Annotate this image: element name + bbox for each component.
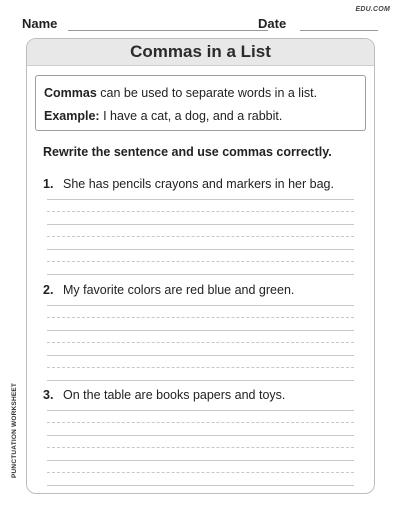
date-write-line[interactable]	[300, 30, 378, 31]
answer-line-guide	[47, 236, 354, 237]
side-label: PUNCTUATION WORKSHEET	[11, 382, 18, 478]
question-text: My favorite colors are red blue and green.	[63, 283, 295, 297]
answer-line[interactable]	[47, 249, 354, 250]
worksheet-title: Commas in a List	[27, 39, 374, 66]
question-number: 3.	[43, 388, 54, 402]
question-1	[43, 177, 334, 191]
answer-line-guide	[47, 261, 354, 262]
answer-line[interactable]	[47, 380, 354, 381]
answer-line-guide	[47, 422, 354, 423]
question-3	[43, 388, 285, 402]
question-text: She has pencils crayons and markers in her bag.	[63, 177, 334, 191]
answer-line[interactable]	[47, 224, 354, 225]
answer-line[interactable]	[47, 330, 354, 331]
worksheet-frame	[26, 38, 375, 494]
info-example	[44, 105, 365, 128]
answer-line-guide	[47, 472, 354, 473]
answer-line-guide	[47, 317, 354, 318]
date-label: Date	[258, 16, 287, 31]
info-definition	[44, 82, 365, 105]
question-number: 2.	[43, 283, 54, 297]
question-number: 1.	[43, 177, 54, 191]
name-date-header	[22, 14, 378, 34]
answer-line-guide	[47, 342, 354, 343]
question-2	[43, 283, 294, 297]
answer-line[interactable]	[47, 199, 354, 200]
info-term: Commas	[44, 86, 97, 100]
name-label: Name	[22, 16, 58, 31]
answer-line-guide	[47, 367, 354, 368]
instruction: Rewrite the sentence and use commas correctly.	[43, 145, 332, 159]
answer-line[interactable]	[47, 460, 354, 461]
answer-line[interactable]	[47, 485, 354, 486]
info-box	[35, 75, 366, 131]
answer-line-guide	[47, 211, 354, 212]
name-write-line[interactable]	[68, 30, 268, 31]
question-text: On the table are books papers and toys.	[63, 388, 286, 402]
info-example-label: Example:	[44, 109, 100, 123]
answer-line[interactable]	[47, 435, 354, 436]
answer-line[interactable]	[47, 355, 354, 356]
answer-line[interactable]	[47, 305, 354, 306]
answer-line[interactable]	[47, 274, 354, 275]
info-example-text: I have a cat, a dog, and a rabbit.	[99, 109, 283, 123]
answer-line-guide	[47, 447, 354, 448]
info-definition-text: can be used to separate words in a list.	[96, 86, 318, 100]
answer-line[interactable]	[47, 410, 354, 411]
site-logo: EDU.COM	[355, 6, 390, 13]
